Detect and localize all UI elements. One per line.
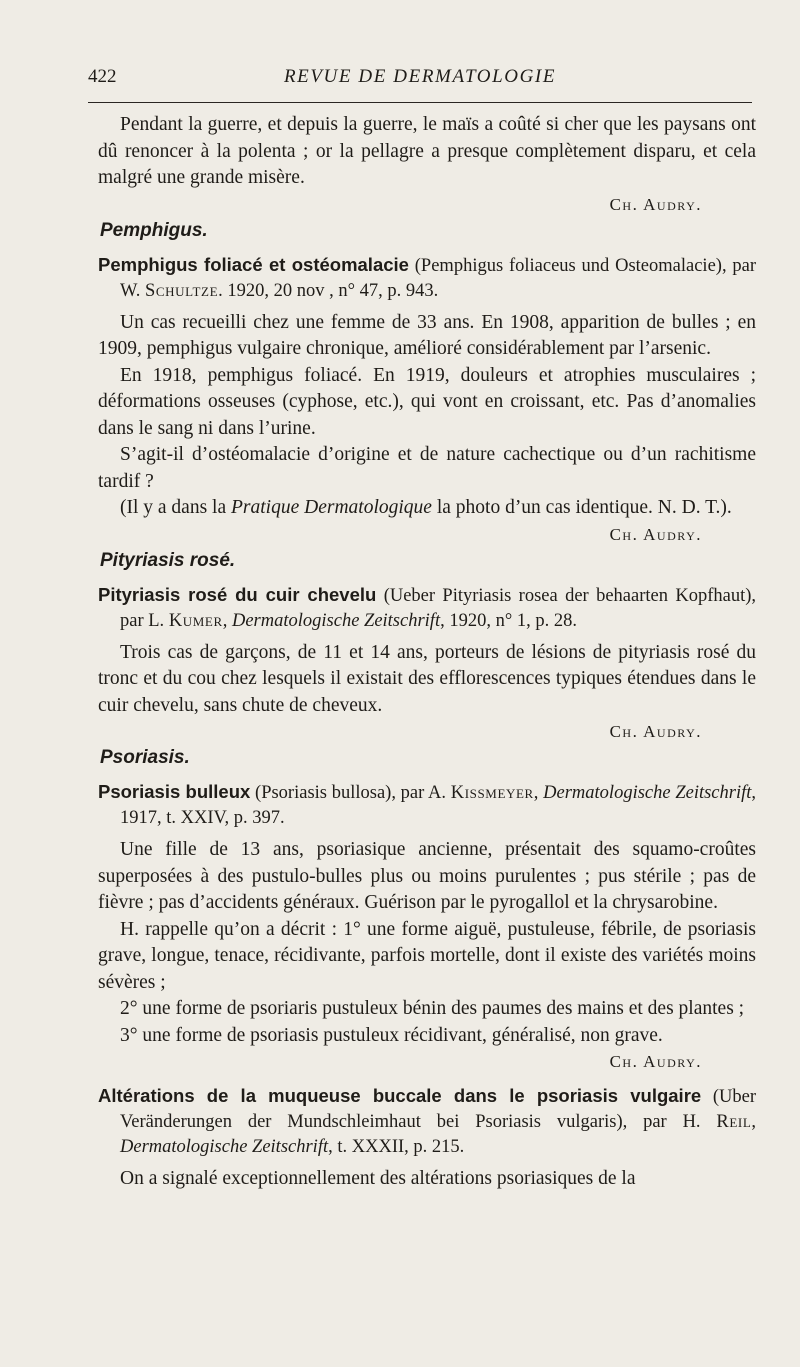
entry-title: Pityriasis rosé du cuir chevelu xyxy=(98,583,377,605)
entry-text: , t. XXXII, p. 215. xyxy=(328,1137,465,1157)
paragraph: S’agit-il d’ostéomalacie d’origine et de nature cachectique ou d’un rachitisme tardif ? xyxy=(98,444,756,492)
entry-text: (Pemphigus foliaceus und Osteomalacie), par W. xyxy=(120,255,756,301)
paragraph: Un cas recueilli chez une femme de 33 ans. En 1908, apparition de bulles ; en 1909, pemphigus vulgaire chronique, amélioré considérablement par l’arsenic. xyxy=(98,311,756,359)
entry-text: , 1917, t. XXIV, p. 397. xyxy=(120,783,756,828)
entry-text: , 1920, n° 1, p. 28. xyxy=(440,610,577,631)
paragraph: 2° une forme de psoriaris pustuleux bénin des paumes des mains et des plantes ; xyxy=(120,998,745,1019)
paragraph: Une fille de 13 ans, psoriasique ancienne, présentait des squamo-croûtes superposées à des pustulo-bulles plus ou moins purulentes ; pus stérile ; pas de fièvre ; pas d’accidents généraux. Guérison par le pyrogallol et la chrysarobine. xyxy=(98,839,756,913)
signature: Ch. Audry. xyxy=(609,722,702,741)
bibliographic-entry xyxy=(98,1083,756,1160)
journal-title: Dermatologische Zeitschrift xyxy=(543,783,752,803)
bibliographic-entry xyxy=(98,252,756,304)
paragraph xyxy=(98,495,756,522)
section-heading: Psoriasis. xyxy=(100,747,190,768)
page-header xyxy=(88,66,752,96)
section-heading: Pemphigus. xyxy=(100,219,208,241)
running-title: REVUE DE DERMATOLOGIE xyxy=(283,66,557,87)
paragraph: Trois cas de garçons, de 11 et 14 ans, porteurs de lésions de pityriasis rosé du tronc et du cou chez lesquels il existait des efflorescences typiques étendues dans le cuir chevelu, sans chute de cheveux. xyxy=(98,641,756,716)
article-body xyxy=(98,112,756,1193)
paragraph-text: la photo d’un cas identique. N. D. T.). xyxy=(431,497,732,518)
entry-text: (Ueber Pityriasis rosea der behaarten Kopfhaut), par L. xyxy=(120,585,756,631)
journal-title: Dermatologische Zeitschrift xyxy=(120,1137,329,1157)
header-rule xyxy=(88,102,752,103)
paragraph-text: (Il y a dans la xyxy=(120,497,232,518)
paragraph: Pendant la guerre, et depuis la guerre, le maïs a coûté si cher que les paysans ont dû renoncer à la polenta ; or la pellagre a presque complètement disparu, et cela malgré une grande misère. xyxy=(98,114,756,188)
entry-text: (Psoriasis bullosa), par A. xyxy=(250,783,451,803)
entry-author: Schultze xyxy=(145,280,219,301)
entry-title: Pemphigus foliacé et ostéomalacie xyxy=(98,253,409,275)
entry-author: Reil xyxy=(716,1112,752,1132)
entry-author: Kumer xyxy=(168,610,223,631)
bibliographic-entry xyxy=(98,582,756,634)
entry-text: , xyxy=(222,610,232,631)
entry-title: Altérations de la muqueuse buccale dans le psoriasis vulgaire xyxy=(98,1085,702,1106)
entry-author: Kissmeyer xyxy=(450,783,534,803)
journal-title: Dermatologische Zeitschrift xyxy=(231,610,441,631)
paragraph: En 1918, pemphigus foliacé. En 1919, douleurs et atrophies musculaires ; déformations osseuses (cyphose, etc.), qui vont en croissant, etc. Pas d’anomalies dans le sang ni dans l’urine. xyxy=(98,364,756,439)
entry-text: , xyxy=(533,783,544,803)
paragraph: On a signalé exceptionnellement des altérations psoriasiques de la xyxy=(120,1168,636,1189)
bibliographic-entry xyxy=(98,779,756,831)
paragraph: H. rappelle qu’on a décrit : 1° une forme aiguë, pustuleuse, fébrile, de psoriasis grave, longue, tenace, récidivante, parfois mortelle, dont il existe des variétés moins sévères ; xyxy=(98,918,756,993)
entry-text: , xyxy=(751,1112,756,1132)
signature: Ch. Audry. xyxy=(609,194,702,214)
entry-text: . 1920, 20 nov , n° 47, p. 943. xyxy=(218,280,439,301)
page-number: 422 xyxy=(88,66,117,87)
paragraph: 3° une forme de psoriasis pustuleux récidivant, généralisé, non grave. xyxy=(120,1024,663,1046)
entry-text: (Uber Veränderungen der Mundschleimhaut bei Psoriasis vulgaris), par H. xyxy=(120,1087,756,1132)
entry-title: Psoriasis bulleux xyxy=(98,781,251,802)
signature: Ch. Audry. xyxy=(609,1052,702,1071)
section-heading: Pityriasis rosé. xyxy=(100,549,236,571)
signature: Ch. Audry. xyxy=(609,524,702,544)
journal-title: Pratique Dermatologique xyxy=(231,497,432,518)
